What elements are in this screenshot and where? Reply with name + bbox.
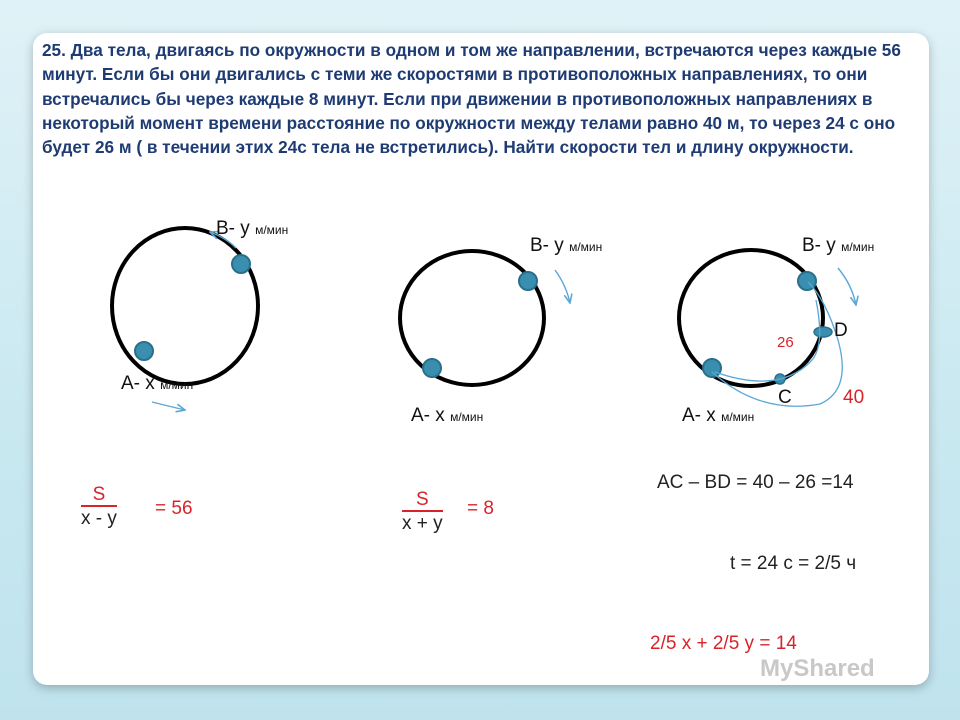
label-a-3: A- x м/мин <box>682 405 755 426</box>
arrow-b-3 <box>838 268 856 305</box>
circle-3 <box>679 250 823 386</box>
watermark-logo: MyShared <box>760 655 875 682</box>
label-a-1: A- x м/мин <box>121 373 194 394</box>
problem-statement: 25. Два тела, двигаясь по окружности в одном и том же направлении, встречаются через каждые 56 минут. Если бы они двигались с теми же скоростями в противоположных направлениях, то они встречались бы через каждые 8 минут. Если при движении в противоположных направлениях в некоторый момент времени расстояние по окружности между телами равно 40 м, то через 24 с оно будет 26 м ( в течении этих 24с тела не встретились). Найти скорости тел и длину окружности. <box>42 40 901 158</box>
fraction-2 <box>402 490 443 536</box>
fraction-2-denominator: x + y <box>402 513 443 534</box>
label-d: D <box>834 320 848 341</box>
fraction-1 <box>81 485 117 531</box>
point-b-1 <box>232 255 250 273</box>
fraction-2-numerator: S <box>402 490 443 512</box>
label-b-1: B- y м/мин <box>216 218 289 239</box>
fraction-1-numerator: S <box>81 485 117 507</box>
point-a-3 <box>703 359 721 377</box>
circle-1 <box>112 228 258 384</box>
label-a-2: A- x м/мин <box>411 405 484 426</box>
equation-time: t = 24 c = 2/5 ч <box>730 553 857 574</box>
equation-final: 2/5 x + 2/5 y = 14 <box>650 633 797 654</box>
arrow-b-2 <box>555 270 570 303</box>
point-b-2 <box>519 272 537 290</box>
point-d-3 <box>814 327 832 337</box>
label-26: 26 <box>777 334 794 351</box>
label-b-3: B- y м/мин <box>802 235 875 256</box>
label-40: 40 <box>843 387 865 408</box>
circle-2 <box>400 251 544 385</box>
arc-26-3 <box>715 300 820 381</box>
point-a-2 <box>423 359 441 377</box>
equation-2-rhs: = 8 <box>467 498 494 519</box>
label-c: C <box>778 387 792 408</box>
point-a-1 <box>135 342 153 360</box>
arrow-a-1 <box>152 402 185 410</box>
fraction-1-denominator: x - y <box>81 508 117 529</box>
equation-1-rhs: = 56 <box>155 498 193 519</box>
equation-ac-bd: AC – BD = 40 – 26 =14 <box>657 472 854 493</box>
label-b-2: B- y м/мин <box>530 235 603 256</box>
